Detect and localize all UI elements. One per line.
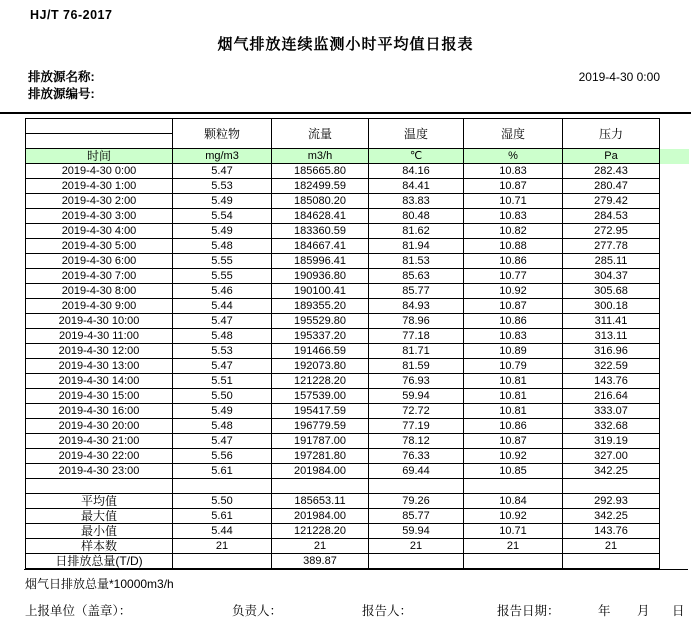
year-label: 年 [598,604,611,618]
summary-value-cell [563,554,660,569]
value-cell: 196779.59 [272,419,369,434]
value-cell: 316.96 [563,344,660,359]
summary-value-cell: 5.61 [173,509,272,524]
table-row [26,434,660,449]
value-cell: 10.86 [464,314,563,329]
table-row [26,314,660,329]
value-cell: 319.19 [563,434,660,449]
value-cell: 185996.41 [272,254,369,269]
value-cell: 333.07 [563,404,660,419]
value-cell: 5.48 [173,419,272,434]
value-cell: 305.68 [563,284,660,299]
column-unit: ℃ [369,149,464,164]
value-cell: 5.53 [173,344,272,359]
time-cell: 2019-4-30 11:00 [26,329,173,344]
value-cell: 76.33 [369,449,464,464]
value-cell: 195417.59 [272,404,369,419]
value-cell: 277.78 [563,239,660,254]
report-table-wrap [25,118,691,570]
time-cell: 2019-4-30 3:00 [26,209,173,224]
spacer-cell [173,479,272,494]
column-unit: m3/h [272,149,369,164]
top-rule [0,112,691,114]
value-cell: 304.37 [563,269,660,284]
table-row [26,239,660,254]
value-cell: 5.47 [173,314,272,329]
value-cell: 282.43 [563,164,660,179]
table-row [26,359,660,374]
value-cell: 84.41 [369,179,464,194]
time-header: 时间 [26,149,173,164]
data-rows [26,164,660,479]
value-cell: 189355.20 [272,299,369,314]
summary-value-cell: 143.76 [563,524,660,539]
value-cell: 191787.00 [272,434,369,449]
value-cell: 10.92 [464,449,563,464]
time-cell: 2019-4-30 5:00 [26,239,173,254]
summary-value-cell: 389.87 [272,554,369,569]
table-row [26,299,660,314]
value-cell: 272.95 [563,224,660,239]
summary-value-cell: 10.92 [464,509,563,524]
reporter-label: 报告人： [362,604,413,618]
time-cell: 2019-4-30 20:00 [26,419,173,434]
value-cell: 81.53 [369,254,464,269]
value-cell: 10.87 [464,434,563,449]
value-cell: 76.93 [369,374,464,389]
summary-value-cell: 21 [272,539,369,554]
summary-value-cell: 5.44 [173,524,272,539]
value-cell: 197281.80 [272,449,369,464]
column-header: 湿度 [464,119,563,149]
value-cell: 342.25 [563,464,660,479]
value-cell: 191466.59 [272,344,369,359]
summary-value-cell: 21 [563,539,660,554]
value-cell: 5.46 [173,284,272,299]
value-cell: 72.72 [369,404,464,419]
value-cell: 5.47 [173,434,272,449]
value-cell: 77.19 [369,419,464,434]
table-row [26,164,660,179]
time-cell: 2019-4-30 14:00 [26,374,173,389]
value-cell: 69.44 [369,464,464,479]
value-cell: 313.11 [563,329,660,344]
value-cell: 192073.80 [272,359,369,374]
time-cell: 2019-4-30 12:00 [26,344,173,359]
time-cell: 2019-4-30 4:00 [26,224,173,239]
summary-value-cell: 79.26 [369,494,464,509]
value-cell: 10.85 [464,464,563,479]
value-cell: 184628.41 [272,209,369,224]
source-name-label: 排放源名称: [28,70,95,84]
value-cell: 327.00 [563,449,660,464]
summary-label: 最大值 [26,509,173,524]
time-cell: 2019-4-30 13:00 [26,359,173,374]
value-cell: 5.61 [173,464,272,479]
column-header: 压力 [563,119,660,149]
value-cell: 216.64 [563,389,660,404]
summary-value-cell: 10.71 [464,524,563,539]
column-unit: % [464,149,563,164]
summary-row [26,539,660,554]
responsible-label: 负责人： [232,604,283,618]
value-cell: 332.68 [563,419,660,434]
summary-value-cell: 59.94 [369,524,464,539]
value-cell: 190936.80 [272,269,369,284]
spacer-cell [369,479,464,494]
table-row [26,209,660,224]
value-cell: 10.86 [464,419,563,434]
value-cell: 10.83 [464,209,563,224]
value-cell: 5.48 [173,329,272,344]
value-cell: 5.49 [173,224,272,239]
value-cell: 59.94 [369,389,464,404]
value-cell: 300.18 [563,299,660,314]
time-cell: 2019-4-30 23:00 [26,464,173,479]
value-cell: 81.71 [369,344,464,359]
value-cell: 185665.80 [272,164,369,179]
table-row [26,449,660,464]
report-datetime: 2019-4-30 0:00 [578,70,660,84]
value-cell: 10.71 [464,194,563,209]
table-row [26,269,660,284]
month-label: 月 [637,604,650,618]
total-emission-note: 烟气日排放总量*10000m3/h [25,577,174,591]
value-cell: 195529.80 [272,314,369,329]
spacer-body [26,479,660,494]
column-header: 颗粒物 [173,119,272,149]
value-cell: 84.93 [369,299,464,314]
value-cell: 279.42 [563,194,660,209]
time-cell: 2019-4-30 1:00 [26,179,173,194]
value-cell: 78.12 [369,434,464,449]
value-cell: 10.88 [464,239,563,254]
time-cell: 2019-4-30 21:00 [26,434,173,449]
value-cell: 10.87 [464,299,563,314]
summary-value-cell: 21 [369,539,464,554]
time-cell: 2019-4-30 6:00 [26,254,173,269]
source-code-label: 排放源编号: [28,87,95,101]
meta-block [28,69,660,103]
column-header: 流量 [272,119,369,149]
value-cell: 183360.59 [272,224,369,239]
value-cell: 5.51 [173,374,272,389]
value-cell: 5.55 [173,254,272,269]
summary-row [26,554,660,569]
value-cell: 10.83 [464,329,563,344]
value-cell: 10.87 [464,179,563,194]
value-cell: 5.55 [173,269,272,284]
signature-row [0,595,691,619]
time-cell: 2019-4-30 0:00 [26,164,173,179]
day-label: 日 [672,604,685,618]
spacer-cell [272,479,369,494]
value-cell: 284.53 [563,209,660,224]
value-cell: 10.82 [464,224,563,239]
summary-value-cell [464,554,563,569]
value-cell: 85.77 [369,284,464,299]
value-cell: 190100.41 [272,284,369,299]
time-cell: 2019-4-30 2:00 [26,194,173,209]
time-cell: 2019-4-30 10:00 [26,314,173,329]
page-title: 烟气排放连续监测小时平均值日报表 [217,36,474,53]
value-cell: 184667.41 [272,239,369,254]
summary-rows [26,494,660,569]
table-row [26,329,660,344]
value-cell: 10.86 [464,254,563,269]
value-cell: 285.11 [563,254,660,269]
time-cell: 2019-4-30 9:00 [26,299,173,314]
time-cell: 2019-4-30 7:00 [26,269,173,284]
value-cell: 195337.20 [272,329,369,344]
time-cell: 2019-4-30 15:00 [26,389,173,404]
summary-value-cell: 85.77 [369,509,464,524]
column-unit: mg/m3 [173,149,272,164]
time-column-blank-top [26,119,173,134]
value-cell: 5.49 [173,194,272,209]
summary-row [26,509,660,524]
summary-label: 最小值 [26,524,173,539]
column-unit: Pa [563,149,660,164]
summary-row [26,524,660,539]
summary-label: 平均值 [26,494,173,509]
value-cell: 157539.00 [272,389,369,404]
value-cell: 10.81 [464,389,563,404]
value-cell: 10.81 [464,374,563,389]
monitoring-table [25,118,660,569]
table-row [26,284,660,299]
value-cell: 322.59 [563,359,660,374]
value-cell: 10.81 [464,404,563,419]
table-row [26,389,660,404]
value-cell: 182499.59 [272,179,369,194]
value-cell: 5.54 [173,209,272,224]
value-cell: 5.44 [173,299,272,314]
summary-value-cell: 201984.00 [272,509,369,524]
report-unit-label: 上报单位（盖章）： [25,604,132,618]
table-row [26,419,660,434]
time-column-blank-bottom [26,134,173,149]
value-cell: 5.47 [173,359,272,374]
value-cell: 311.41 [563,314,660,329]
value-cell: 80.48 [369,209,464,224]
value-cell: 5.47 [173,164,272,179]
table-row [26,344,660,359]
value-cell: 78.96 [369,314,464,329]
bottom-rule [24,569,688,570]
table-row [26,224,660,239]
value-cell: 121228.20 [272,374,369,389]
report-page [0,8,691,640]
standard-code: HJ/T 76-2017 [30,8,113,22]
summary-label: 样本数 [26,539,173,554]
table-row [26,374,660,389]
value-cell: 143.76 [563,374,660,389]
summary-value-cell: 342.25 [563,509,660,524]
header-row-names [26,119,660,134]
summary-value-cell [369,554,464,569]
value-cell: 83.83 [369,194,464,209]
value-cell: 10.79 [464,359,563,374]
summary-label: 日排放总量(T/D) [26,554,173,569]
value-cell: 85.63 [369,269,464,284]
summary-value-cell: 292.93 [563,494,660,509]
value-cell: 280.47 [563,179,660,194]
time-cell: 2019-4-30 16:00 [26,404,173,419]
column-header: 温度 [369,119,464,149]
table-row [26,464,660,479]
value-cell: 5.56 [173,449,272,464]
value-cell: 5.49 [173,404,272,419]
table-row [26,404,660,419]
table-row [26,254,660,269]
value-cell: 5.53 [173,179,272,194]
summary-value-cell [173,554,272,569]
value-cell: 185080.20 [272,194,369,209]
value-cell: 201984.00 [272,464,369,479]
spacer-cell [26,479,173,494]
value-cell: 10.83 [464,164,563,179]
summary-value-cell: 10.84 [464,494,563,509]
value-cell: 10.89 [464,344,563,359]
value-cell: 5.50 [173,389,272,404]
summary-value-cell: 185653.11 [272,494,369,509]
value-cell: 84.16 [369,164,464,179]
report-date-label: 报告日期： [497,604,560,618]
value-cell: 81.62 [369,224,464,239]
time-cell: 2019-4-30 8:00 [26,284,173,299]
summary-value-cell: 21 [464,539,563,554]
summary-value-cell: 121228.20 [272,524,369,539]
spacer-row [26,479,660,494]
time-cell: 2019-4-30 22:00 [26,449,173,464]
summary-value-cell: 5.50 [173,494,272,509]
summary-value-cell: 21 [173,539,272,554]
header-row-units [26,149,660,164]
value-cell: 81.94 [369,239,464,254]
value-cell: 10.77 [464,269,563,284]
value-cell: 77.18 [369,329,464,344]
spacer-cell [464,479,563,494]
value-cell: 81.59 [369,359,464,374]
table-row [26,179,660,194]
table-row [26,194,660,209]
summary-row [26,494,660,509]
spacer-cell [563,479,660,494]
value-cell: 5.48 [173,239,272,254]
value-cell: 10.92 [464,284,563,299]
